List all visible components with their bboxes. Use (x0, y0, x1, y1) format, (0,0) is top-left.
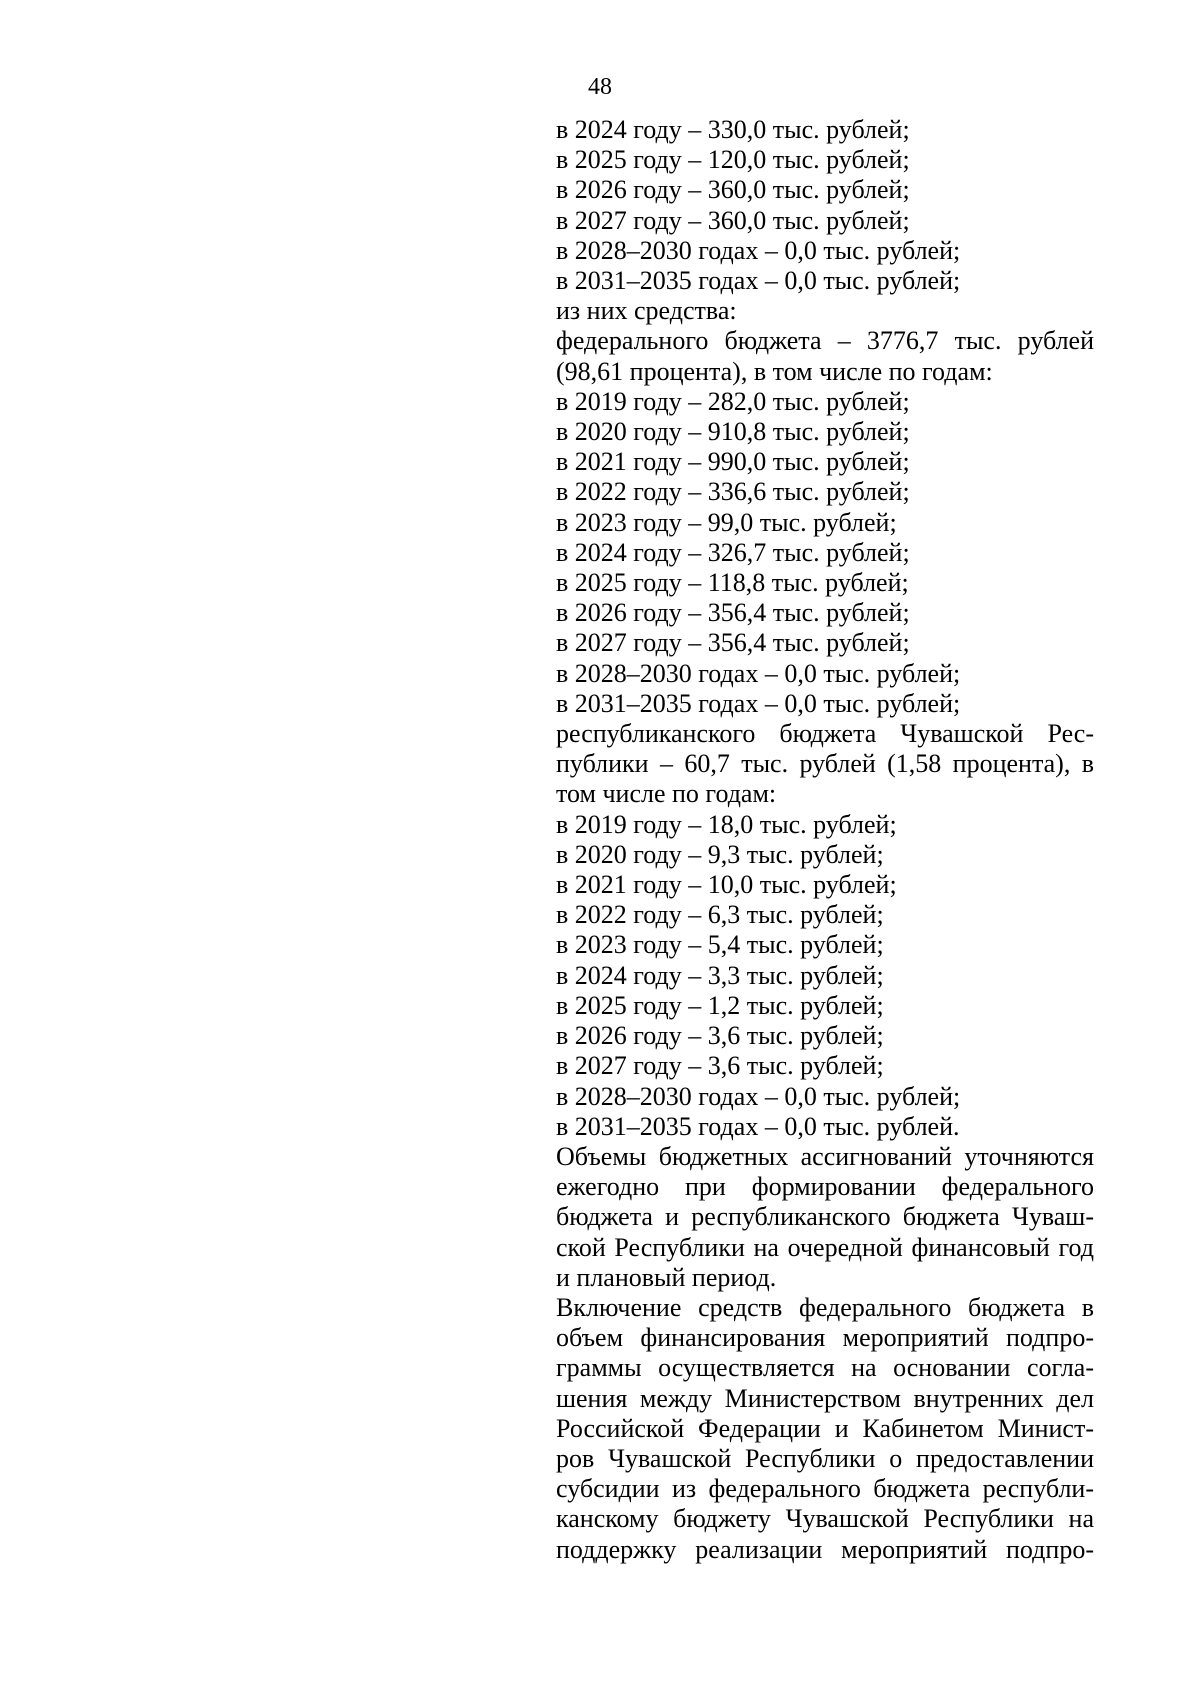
list-item: в 2024 году – 326,7 тыс. рублей; (556, 537, 910, 567)
list-item: в 2028–2030 годах – 0,0 тыс. рублей; (556, 235, 961, 265)
list-item: в 2025 году – 120,0 тыс. рублей; (556, 145, 910, 175)
federal-budget-intro: федерального бюджета – 3776,7 тыс. рублей (98,61 процента), в том числе по годам: (556, 326, 1094, 386)
list-item: в 2027 году – 356,4 тыс. рублей; (556, 628, 910, 658)
inclusion-paragraph: Включение средств федерального бюджета в объем финансирования мероприятий подпро- граммы осуществляется на основании согла- шения между Министерством внутренних дел Российской Федерации и Кабинетом Минист- ров Чувашской Республики о предоставлении субсидии из федерального бюджета республи- канскому бюджету Чувашской Республики на поддержку реализации мероприятий подпро- (556, 1292, 1094, 1564)
list-item: в 2019 году – 282,0 тыс. рублей; (556, 386, 910, 416)
funding-text-column (556, 115, 1094, 1565)
list-item: в 2021 году – 990,0 тыс. рублей; (556, 447, 910, 477)
list-item: в 2024 году – 330,0 тыс. рублей; (556, 115, 910, 144)
list-item: в 2020 году – 910,8 тыс. рублей; (556, 417, 910, 447)
list-item: в 2024 году – 3,3 тыс. рублей; (556, 960, 884, 990)
federal-years-list (556, 387, 1094, 719)
list-item: в 2025 году – 118,8 тыс. рублей; (556, 568, 909, 598)
list-item: в 2027 году – 3,6 тыс. рублей; (556, 1051, 884, 1081)
list-item: в 2028–2030 годах – 0,0 тыс. рублей; (556, 658, 961, 688)
list-item: в 2031–2035 годах – 0,0 тыс. рублей; (556, 688, 961, 718)
list-item: в 2019 году – 18,0 тыс. рублей; (556, 809, 897, 839)
list-item: в 2031–2035 годах – 0,0 тыс. рублей; (556, 266, 961, 296)
list-item: в 2026 году – 3,6 тыс. рублей; (556, 1021, 884, 1051)
list-item: в 2028–2030 годах – 0,0 тыс. рублей; (556, 1081, 961, 1111)
allocations-paragraph: Объемы бюджетных ассигнований уточняются ежегодно при формировании федерального бюджета и республиканского бюджета Чуваш- ской Республики на очередной финансовый год и плановый период. (556, 1141, 1094, 1292)
list-item: в 2022 году – 336,6 тыс. рублей; (556, 477, 910, 507)
list-item: в 2027 году – 360,0 тыс. рублей; (556, 205, 910, 235)
list-item: в 2023 году – 99,0 тыс. рублей; (556, 507, 897, 537)
republican-budget-intro: республиканского бюджета Чувашской Рес- публики – 60,7 тыс. рублей (1,58 процента), в том числе по годам: (556, 719, 1094, 809)
list-item: в 2031–2035 годах – 0,0 тыс. рублей. (556, 1111, 960, 1141)
list-item: в 2023 году – 5,4 тыс. рублей; (556, 930, 884, 960)
sources-intro: из них средства: (556, 296, 737, 326)
list-item: в 2026 году – 356,4 тыс. рублей; (556, 598, 910, 628)
list-item: в 2025 году – 1,2 тыс. рублей; (556, 990, 884, 1020)
top-years-list (556, 115, 1094, 296)
list-item: в 2022 году – 6,3 тыс. рублей; (556, 900, 884, 930)
list-item: в 2020 году – 9,3 тыс. рублей; (556, 839, 884, 869)
republican-years-list (556, 810, 1094, 1142)
list-item: в 2026 году – 360,0 тыс. рублей; (556, 175, 910, 205)
list-item: в 2021 году – 10,0 тыс. рублей; (556, 870, 897, 900)
page-number: 48 (588, 74, 612, 100)
